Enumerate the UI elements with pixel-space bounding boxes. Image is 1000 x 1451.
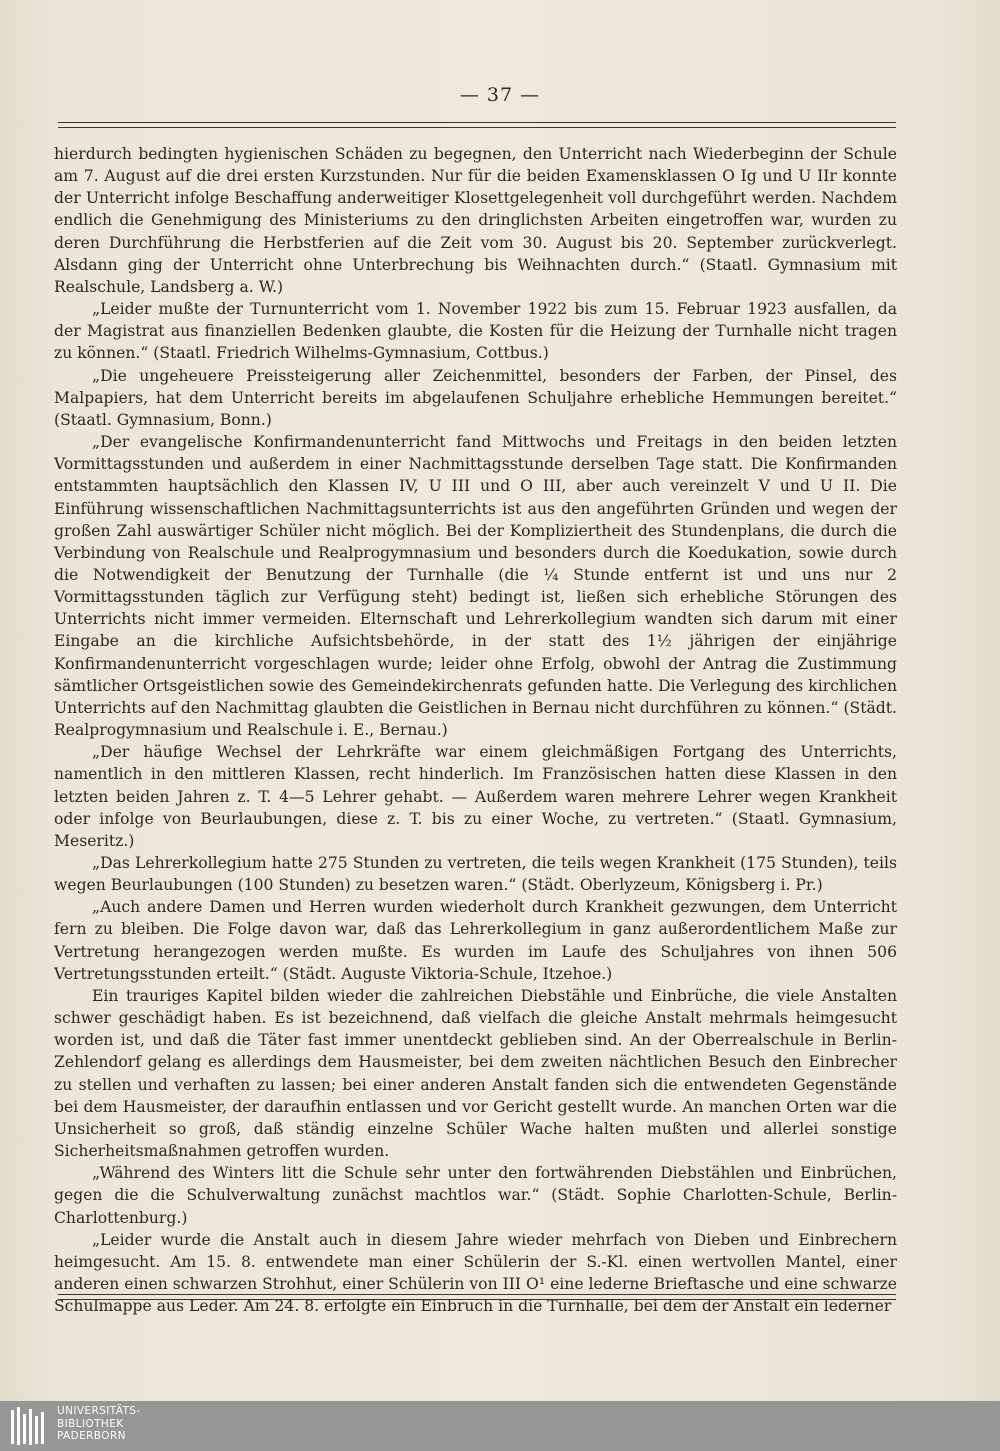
paragraph: „Auch andere Damen und Herren wurden wiederholt durch Krankheit gezwungen, dem Unterricht fern zu bleiben. Die Folge davon war, daß das Lehrerkollegium in ganz außerordentlichem Maße zur Vertretung herangezogen werden mußte. Es wurden im Laufe des Schuljahres von ihnen 506 Vertretungsstunden erteilt.“ (Städt. Auguste Viktoria-Schule, Itzehoe.) <box>54 898 897 983</box>
paragraph: „Der häufige Wechsel der Lehrkräfte war einem gleichmäßigen Fortgang des Unterrichts, namentlich in den mittleren Klassen, recht hinderlich. Im Französischen hatten diese Klassen in den letzten beiden Jahren z. T. 4—5 Lehrer gehabt. — Außerdem waren mehrere Lehrer wegen Krankheit oder infolge von Beurlaubungen, diese z. T. bis zu einer Woche, zu vertreten.“ (Staatl. Gymnasium, Meseritz.) <box>54 743 897 850</box>
paragraph: „Der evangelische Konfirmandenunterricht fand Mittwochs und Freitags in den beiden letzten Vormittagsstunden und außerdem in einer Nachmittagsstunde derselben Tage statt. Die Konfirmanden entstammten hauptsächlich den Klassen IV, U III und O III, aber auch vereinzelt V und U II. Die Einführung wissenschaftlichen Nachmittagsunterrichts ist aus den angeführten Gründen und wegen der großen Zahl auswärtiger Schüler nicht möglich. Bei der Kompliziertheit des Stundenplans, die durch die Verbindung von Realschule und Realprogymnasium und besonders durch die Koedukation, sowie durch die Notwendigkeit der Benutzung der Turnhalle (die ¼ Stunde entfernt ist und uns nur 2 Vormittagsstunden täglich zur Verfügung steht) bedingt ist, ließen sich erhebliche Störungen des Unterrichts nicht immer vermeiden. Elternschaft und Lehrerkollegium wandten sich darum mit einer Eingabe an die kirchliche Aufsichtsbehörde, in der statt des 1½ jährigen der einjährige Konfirmandenunterricht vorgeschlagen wurde; leider ohne Erfolg, obwohl der Antrag die Zustimmung sämtlicher Ortsgeistlichen sowie des Gemeindekirchenrats gefunden hatte. Die Verlegung des kirchlichen Unterrichts auf den Nachmittag glaubten die Geistlichen in Bernau nicht durchführen zu können.“ (Städt. Realprogymnasium und Realschule i. E., Bernau.) <box>54 433 897 740</box>
paragraph: „Leider wurde die Anstalt auch in diesem Jahre wieder mehrfach von Dieben und Einbrechern heimgesucht. Am 15. 8. entwendete man einer Schülerin der S.-Kl. einen wertvollen Mantel, einer anderen einen schwarzen Strohhut, einer Schülerin von III O¹ eine lederne Brieftasche und eine schwarze Schulmappe aus Leder. Am 24. 8. erfolgte ein Einbruch in die Turnhalle, bei dem der Anstalt ein lederner <box>54 1230 897 1316</box>
logo-line: BIBLIOTHEK <box>57 1417 124 1430</box>
paragraph: „Die ungeheuere Preissteigerung aller Zeichenmittel, besonders der Farben, der Pinsel, des Malpapiers, hat dem Unterricht bereits im abgelaufenen Schuljahre erhebliche Hemmungen bereitet.“ (Staatl. Gymnasium, Bonn.) <box>54 366 897 429</box>
university-library-logo-icon <box>10 1406 46 1446</box>
page-number: — 37 — <box>459 84 541 106</box>
header-rule <box>58 122 896 123</box>
body-text <box>54 143 897 1317</box>
paragraph: „Leider mußte der Turnunterricht vom 1. November 1922 bis zum 15. Februar 1923 ausfallen, da der Magistrat aus finanziellen Bedenken glaubte, die Kosten für die Heizung der Turnhalle nicht tragen zu können.“ (Staatl. Friedrich Wilhelms-Gymnasium, Cottbus.) <box>54 300 897 363</box>
paragraph: Ein trauriges Kapitel bilden wieder die zahlreichen Diebstähle und Einbrüche, die viele Anstalten schwer geschädigt haben. Es ist bezeichnend, daß vielfach die gleiche Anstalt mehrmals heimgesucht worden ist, und daß die Täter fast immer unentdeckt geblieben sind. An der Oberrealschule in Berlin-Zehlendorf gelang es allerdings dem Hausmeister, bei dem zweiten nächtlichen Besuch den Einbrecher zu stellen und verhaften zu lassen; bei einer anderen Anstalt fanden sich die entwendeten Gegenstände bei dem Hausmeister, der daraufhin entlassen und vor Gericht gestellt wurde. An manchen Orten war die Unsicherheit so groß, daß ständig einzelne Schüler Wache halten mußten und allerlei sonstige Sicherheitsmaßnahmen getroffen wurden. <box>54 986 897 1161</box>
footer-rule <box>58 1294 896 1295</box>
paragraph: „Während des Winters litt die Schule sehr unter den fortwährenden Diebstählen und Einbrüchen, gegen die die Schulverwaltung zunächst machtlos war.“ (Städt. Sophie Charlotten-Schule, Berlin-Charlottenburg.) <box>54 1164 897 1227</box>
library-logo-text <box>57 1405 141 1443</box>
footer-rule <box>58 1299 896 1300</box>
paragraph: hierdurch bedingten hygienischen Schäden zu begegnen, den Unterricht nach Wiederbeginn der Schule am 7. August auf die drei ersten Kurzstunden. Nur für die beiden Examensklassen O Ig und U IIr konnte der Unterricht infolge Beschaffung anderweitiger Klosettgelegenheit voll durchgeführt werden. Nachdem endlich die Genehmigung des Ministeriums zu den dringlichsten Arbeiten eingetroffen war, wurden zu deren Durchführung die Herbstferien auf die Zeit vom 30. August bis 20. September zurückverlegt. Alsdann ging der Unterricht ohne Unterbrechung bis Weihnachten durch.“ (Staatl. Gymnasium mit Realschule, Landsberg a. W.) <box>54 145 897 296</box>
header-rule <box>58 127 896 128</box>
library-footer-bar <box>0 1401 1000 1451</box>
paragraph: „Das Lehrerkollegium hatte 275 Stunden zu vertreten, die teils wegen Krankheit (175 Stunden), teils wegen Beurlaubungen (100 Stunden) zu besetzen waren.“ (Städt. Oberlyzeum, Königsberg i. Pr.) <box>54 854 897 895</box>
logo-line: PADERBORN <box>57 1430 126 1442</box>
logo-line: UNIVERSITÄTS- <box>57 1405 141 1417</box>
